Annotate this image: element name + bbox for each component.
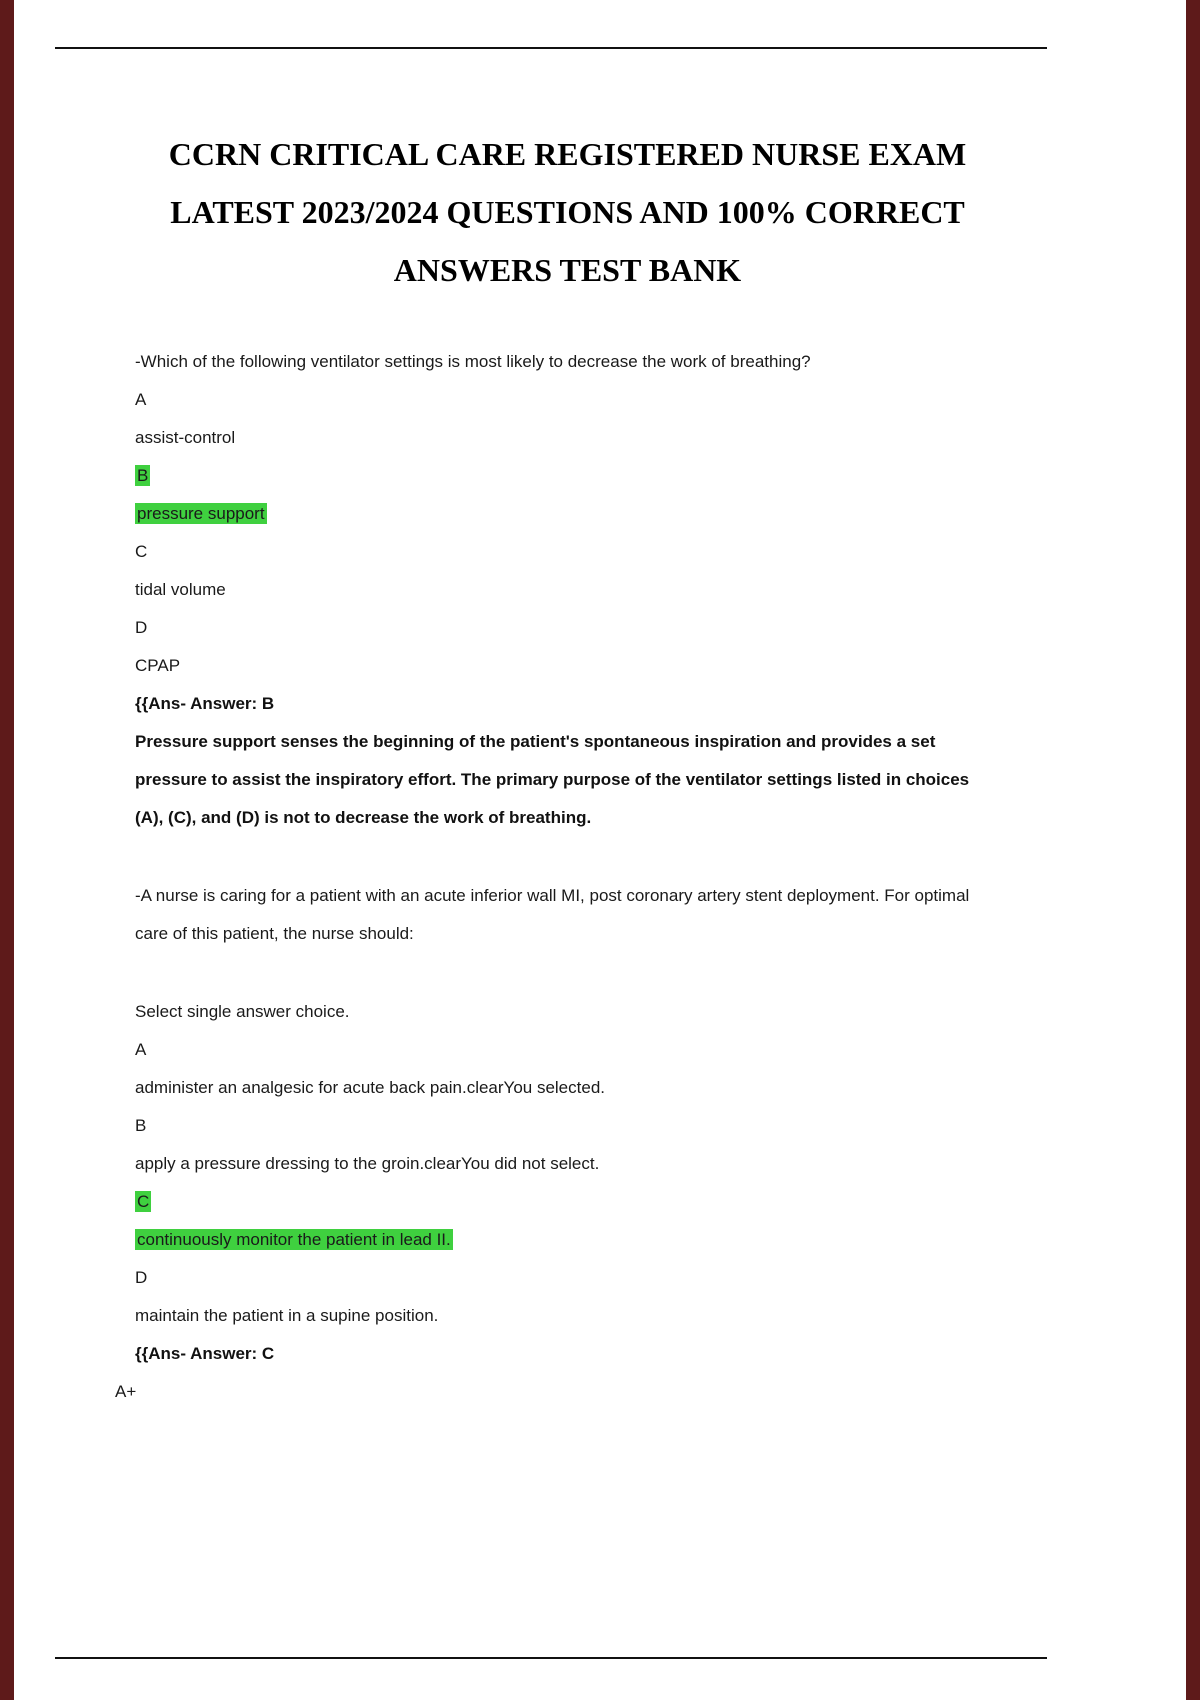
option-text: tidal volume [135,580,226,599]
option-letter: A [135,390,147,409]
option-text: CPAP [135,656,181,675]
page-border-right [1186,0,1200,1700]
option-letter: C [135,542,148,561]
page-border-left [0,0,14,1700]
option-letter: B [135,1116,147,1135]
title-line-2: LATEST 2023/2024 QUESTIONS AND 100% CORRECT [170,194,965,230]
option-text: pressure support [137,504,265,523]
option-text: assist-control [135,428,236,447]
answer-line: {{Ans- Answer: C [135,1344,275,1363]
option-text: apply a pressure dressing to the groin.clearYou did not select. [135,1154,600,1173]
spacer [135,837,1000,877]
option-letter: D [135,1268,148,1287]
answer-line: {{Ans- Answer: B [135,694,275,713]
option-letter: A [135,1040,147,1059]
bottom-rule [55,1657,1047,1659]
option-letter: D [135,618,148,637]
page-title [135,125,1000,299]
option-text: maintain the patient in a supine position. [135,1306,439,1325]
question-text: -Which of the following ventilator settings is most likely to decrease the work of breathing? [135,352,811,371]
option-letter: C [137,1192,150,1211]
top-rule [55,47,1047,49]
grade-mark: A+ [115,1382,137,1401]
option-text: continuously monitor the patient in lead II. [137,1230,451,1249]
spacer [135,953,1000,993]
page-content [115,125,1000,1428]
option-text: administer an analgesic for acute back pain.clearYou selected. [135,1078,605,1097]
question-text: -A nurse is caring for a patient with an acute inferior wall MI, post coronary artery stent deployment. For optimal care of this patient, the nurse should: [135,886,970,943]
rationale-text: Pressure support senses the beginning of the patient's spontaneous inspiration and provides a set pressure to assist the inspiratory effort. The primary purpose of the ventilator settings listed in choices (A), (C), and (D) is not to decrease the work of breathing. [135,732,970,827]
title-line-3: ANSWERS TEST BANK [393,252,742,288]
title-line-1: CCRN CRITICAL CARE REGISTERED NURSE EXAM [168,136,967,172]
option-letter: B [137,466,149,485]
instruction-text: Select single answer choice. [135,1002,350,1021]
